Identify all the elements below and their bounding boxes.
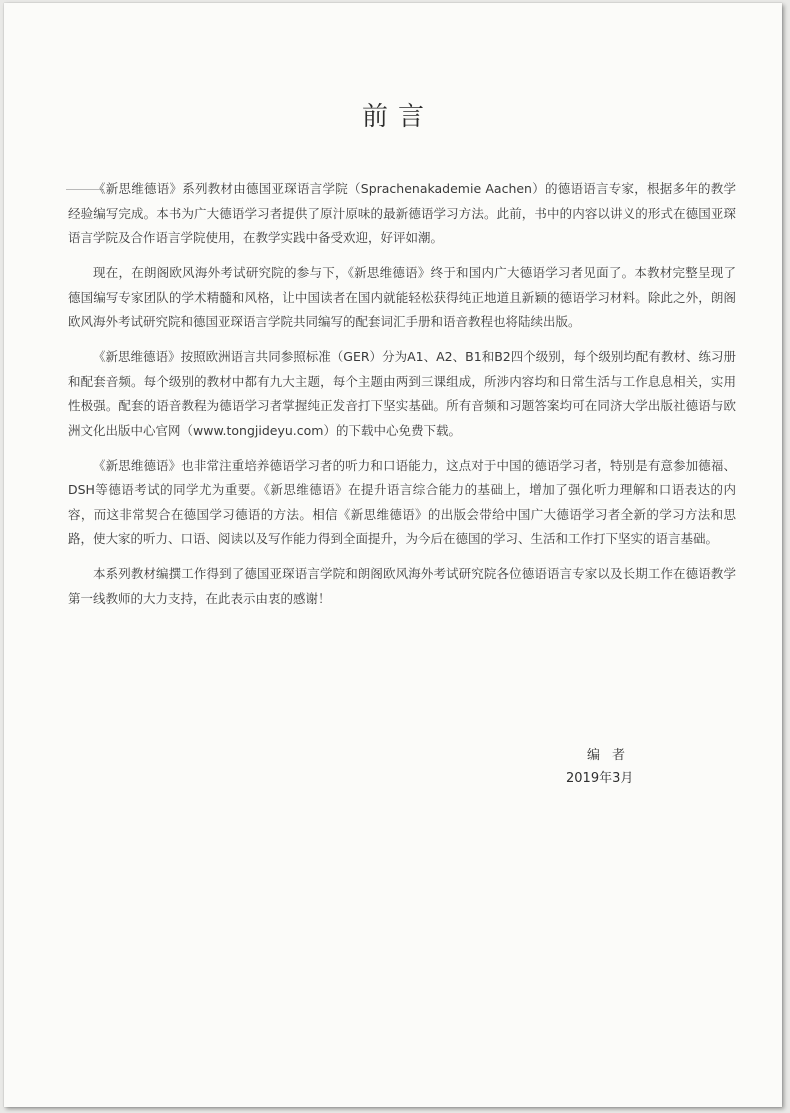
preface-paragraph-4: 《新思维德语》也非常注重培养德语学习者的听力和口语能力，这点对于中国的德语学习者，特别是有意参加德福、DSH等德语考试的同学尤为重要。《新思维德语》在提升语言综合能力的基础上，增加了强化听力理解和口语表达的内容，而这非常契合在德国学习德语的方法。相信《新思维德语》的出版会带给中国广大德语学习者全新的学习方法和思路，使大家的听力、口语、阅读以及写作能力得到全面提升，为今后在德国的学习、生活和工作打下坚实的语言基础。 (68, 457, 736, 546)
page-title: 前言 (361, 102, 434, 132)
document-page (4, 3, 782, 1107)
signature-author: 编者 (587, 748, 638, 763)
signature-date: 2019年3月 (566, 771, 634, 786)
preface-paragraph-5: 本系列教材编撰工作得到了德国亚琛语言学院和朗阁欧风海外考试研究院各位德语语言专家以及长期工作在德语教学第一线教师的大力支持，在此表示由衷的感谢！ (68, 566, 736, 606)
preface-paragraph-1: 《新思维德语》系列教材由德国亚琛语言学院（Sprachenakademie Aachen）的德语语言专家，根据多年的教学经验编写完成。本书为广大德语学习者提供了原汁原味的最新德语学习方法。此前，书中的内容以讲义的形式在德国亚琛语言学院及合作语言学院使用，在教学实践中备受欢迎，好评如潮。 (68, 181, 736, 245)
preface-body (68, 177, 736, 622)
preface-paragraph-3: 《新思维德语》按照欧洲语言共同参照标准（GER）分为A1、A2、B1和B2四个级别，每个级别均配有教材、练习册和配套音频。每个级别的教材中都有九大主题，每个主题由两到三课组成，所涉内容均和日常生活与工作息息相关，实用性极强。配套的语音教程为德语学习者掌握纯正发音打下坚实基础。所有音频和习题答案均可在同济大学出版社德语与欧洲文化出版中心官网（www.tongjideyu.com）的下载中心免费下载。 (68, 349, 736, 438)
signature-block (564, 744, 684, 790)
preface-paragraph-2: 现在，在朗阁欧风海外考试研究院的参与下，《新思维德语》终于和国内广大德语学习者见面了。本教材完整呈现了德国编写专家团队的学术精髓和风格，让中国读者在国内就能轻松获得纯正地道且新颖的德语学习材料。除此之外，朗阁欧风海外考试研究院和德国亚琛语言学院共同编写的配套词汇手册和语音教程也将陆续出版。 (68, 265, 736, 329)
